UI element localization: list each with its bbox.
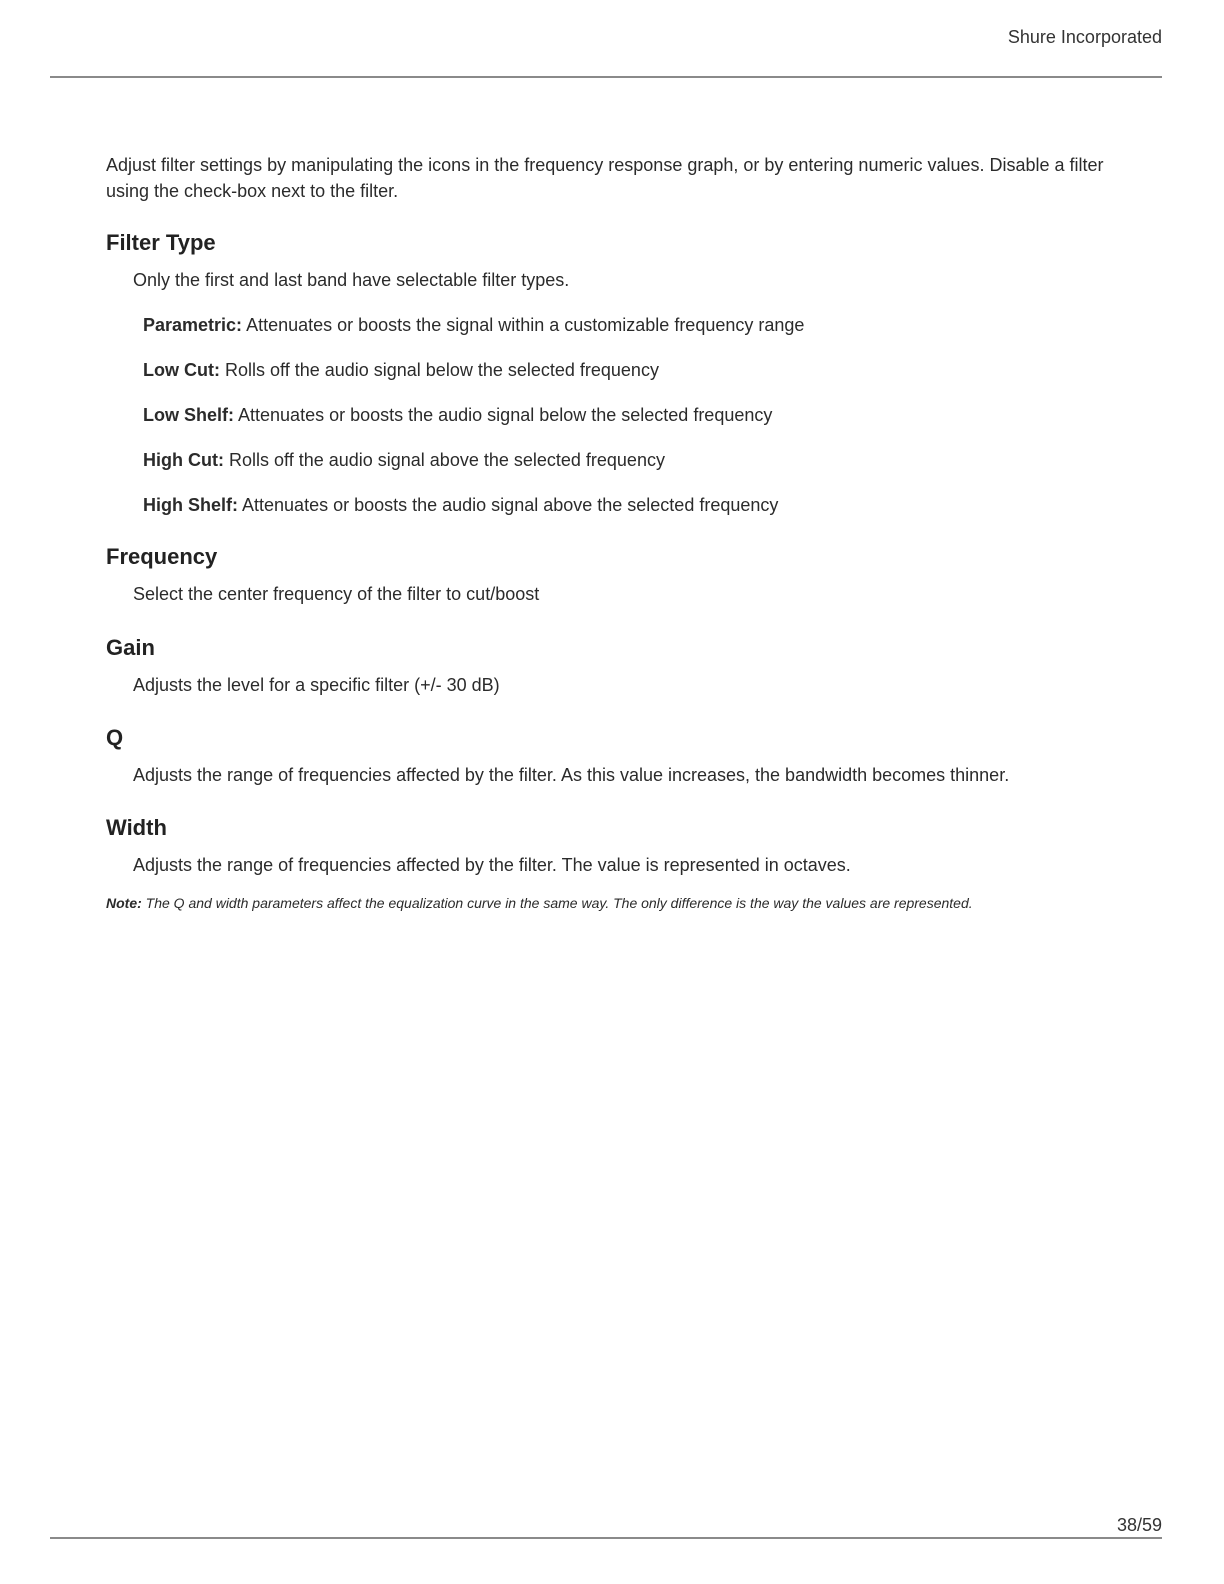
- width-description: Adjusts the range of frequencies affected by the filter. The value is represented in octaves.: [133, 855, 851, 875]
- definition-term: Low Cut:: [143, 360, 220, 380]
- definition-term: Parametric:: [143, 315, 243, 335]
- page-number: 38/59: [1116, 1515, 1162, 1535]
- definition-text: Rolls off the audio signal below the selected frequency: [225, 360, 659, 380]
- q-description: Adjusts the range of frequencies affected by the filter. As this value increases, the bandwidth becomes thinner.: [133, 765, 1010, 785]
- definition-parametric: [143, 312, 1116, 338]
- width-heading: Width: [106, 815, 167, 840]
- definition-text: Attenuates or boosts the audio signal above the selected frequency: [242, 495, 779, 515]
- note-text: The Q and width parameters affect the equalization curve in the same way. The only difference is the way the values are represented.: [145, 895, 973, 911]
- header-company-name: Shure Incorporated: [1007, 27, 1162, 47]
- footer-divider: [50, 1537, 1162, 1539]
- frequency-description: Select the center frequency of the filter to cut/boost: [133, 584, 540, 604]
- note-paragraph: [106, 894, 1116, 912]
- definition-text: Attenuates or boosts the audio signal below the selected frequency: [238, 405, 773, 425]
- page-content: [106, 152, 1116, 912]
- definition-low-cut: [143, 357, 1116, 383]
- definition-text: Rolls off the audio signal above the selected frequency: [229, 450, 665, 470]
- definition-high-shelf: [143, 492, 1116, 518]
- gain-description: Adjusts the level for a specific filter (+/- 30 dB): [133, 675, 500, 695]
- note-label: Note:: [106, 895, 142, 911]
- frequency-heading: Frequency: [106, 544, 218, 569]
- definition-term: High Cut:: [143, 450, 224, 470]
- filter-type-description: Only the first and last band have selectable filter types.: [133, 270, 570, 290]
- filter-type-heading: Filter Type: [106, 230, 216, 255]
- definition-term: Low Shelf:: [143, 405, 234, 425]
- intro-paragraph: Adjust filter settings by manipulating the icons in the frequency response graph, or by entering numeric values. Disable a filter using the check-box next to the filter.: [106, 155, 1104, 201]
- q-heading: Q: [106, 725, 124, 750]
- definition-high-cut: [143, 447, 1116, 473]
- header-divider: [50, 76, 1162, 78]
- definition-text: Attenuates or boosts the signal within a customizable frequency range: [246, 315, 805, 335]
- definition-term: High Shelf:: [143, 495, 238, 515]
- definition-low-shelf: [143, 402, 1116, 428]
- gain-heading: Gain: [106, 635, 155, 660]
